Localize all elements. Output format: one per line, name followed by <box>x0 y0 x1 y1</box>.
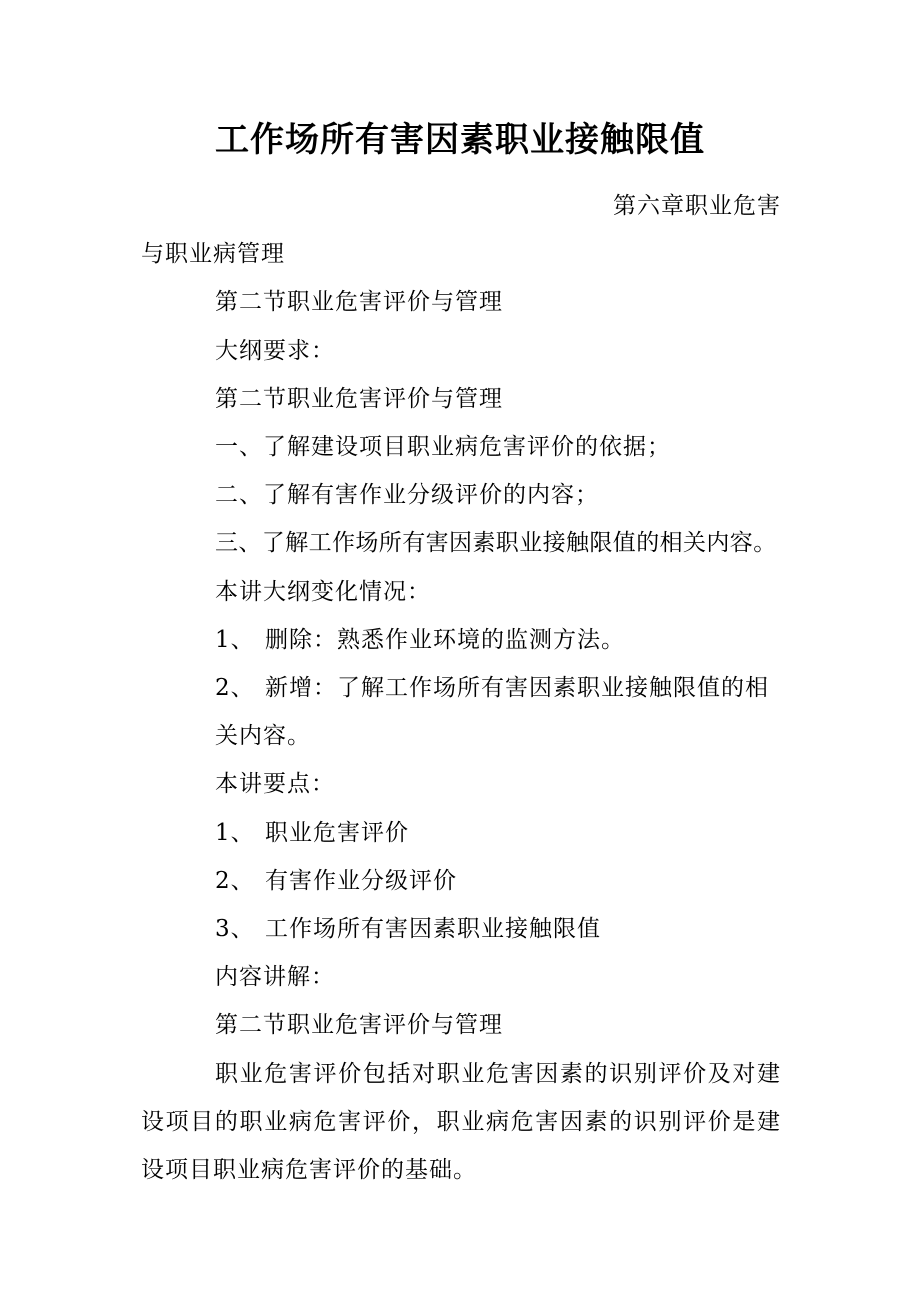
change-item-2-number: 2、 <box>215 675 255 702</box>
requirement-3: 三、了解工作场所有害因素职业接触限值的相关内容。 <box>215 530 777 557</box>
body-paragraph: 职业危害评价包括对职业危害因素的识别评价及对建设项目的职业病危害评价，职业病危害因素的识别评价是建设项目职业病危害评价的基础。 <box>141 1060 781 1184</box>
points-label: 本讲要点： <box>215 771 335 798</box>
point-item-1-text: 职业危害评价 <box>265 819 409 846</box>
point-item-1-number: 1、 <box>215 819 255 846</box>
change-item-1-text: 删除：熟悉作业环境的监测方法。 <box>265 626 625 653</box>
point-item-3-text: 工作场所有害因素职业接触限值 <box>265 916 601 943</box>
document-title: 工作场所有害因素职业接触限值 <box>215 120 705 160</box>
section-heading-3: 第二节职业危害评价与管理 <box>215 1012 503 1039</box>
syllabus-label: 大纲要求： <box>215 337 335 364</box>
point-item-2-text: 有害作业分级评价 <box>265 867 457 894</box>
point-item-2 <box>141 857 781 905</box>
chapter-line-1: 第六章职业危害 <box>613 193 781 219</box>
document-body <box>141 182 781 1194</box>
section-heading-1: 第二节职业危害评价与管理 <box>215 289 503 316</box>
point-item-3 <box>141 905 781 953</box>
section-heading-2: 第二节职业危害评价与管理 <box>215 385 503 412</box>
changes-label: 本讲大纲变化情况： <box>215 578 431 605</box>
point-item-2-number: 2、 <box>215 867 255 894</box>
change-item-1-number: 1、 <box>215 626 255 653</box>
content-label: 内容讲解： <box>215 964 335 991</box>
change-item-2 <box>141 664 781 760</box>
chapter-line-2: 与职业病管理 <box>141 241 285 268</box>
change-item-1 <box>141 616 781 664</box>
change-item-2-text: 新增：了解工作场所有害因素职业接触限值的相关内容。 <box>215 675 769 750</box>
point-item-1 <box>141 809 781 857</box>
requirement-1: 一、了解建设项目职业病危害评价的依据； <box>215 434 671 461</box>
requirement-2: 二、了解有害作业分级评价的内容； <box>215 482 599 509</box>
point-item-3-number: 3、 <box>215 916 255 943</box>
